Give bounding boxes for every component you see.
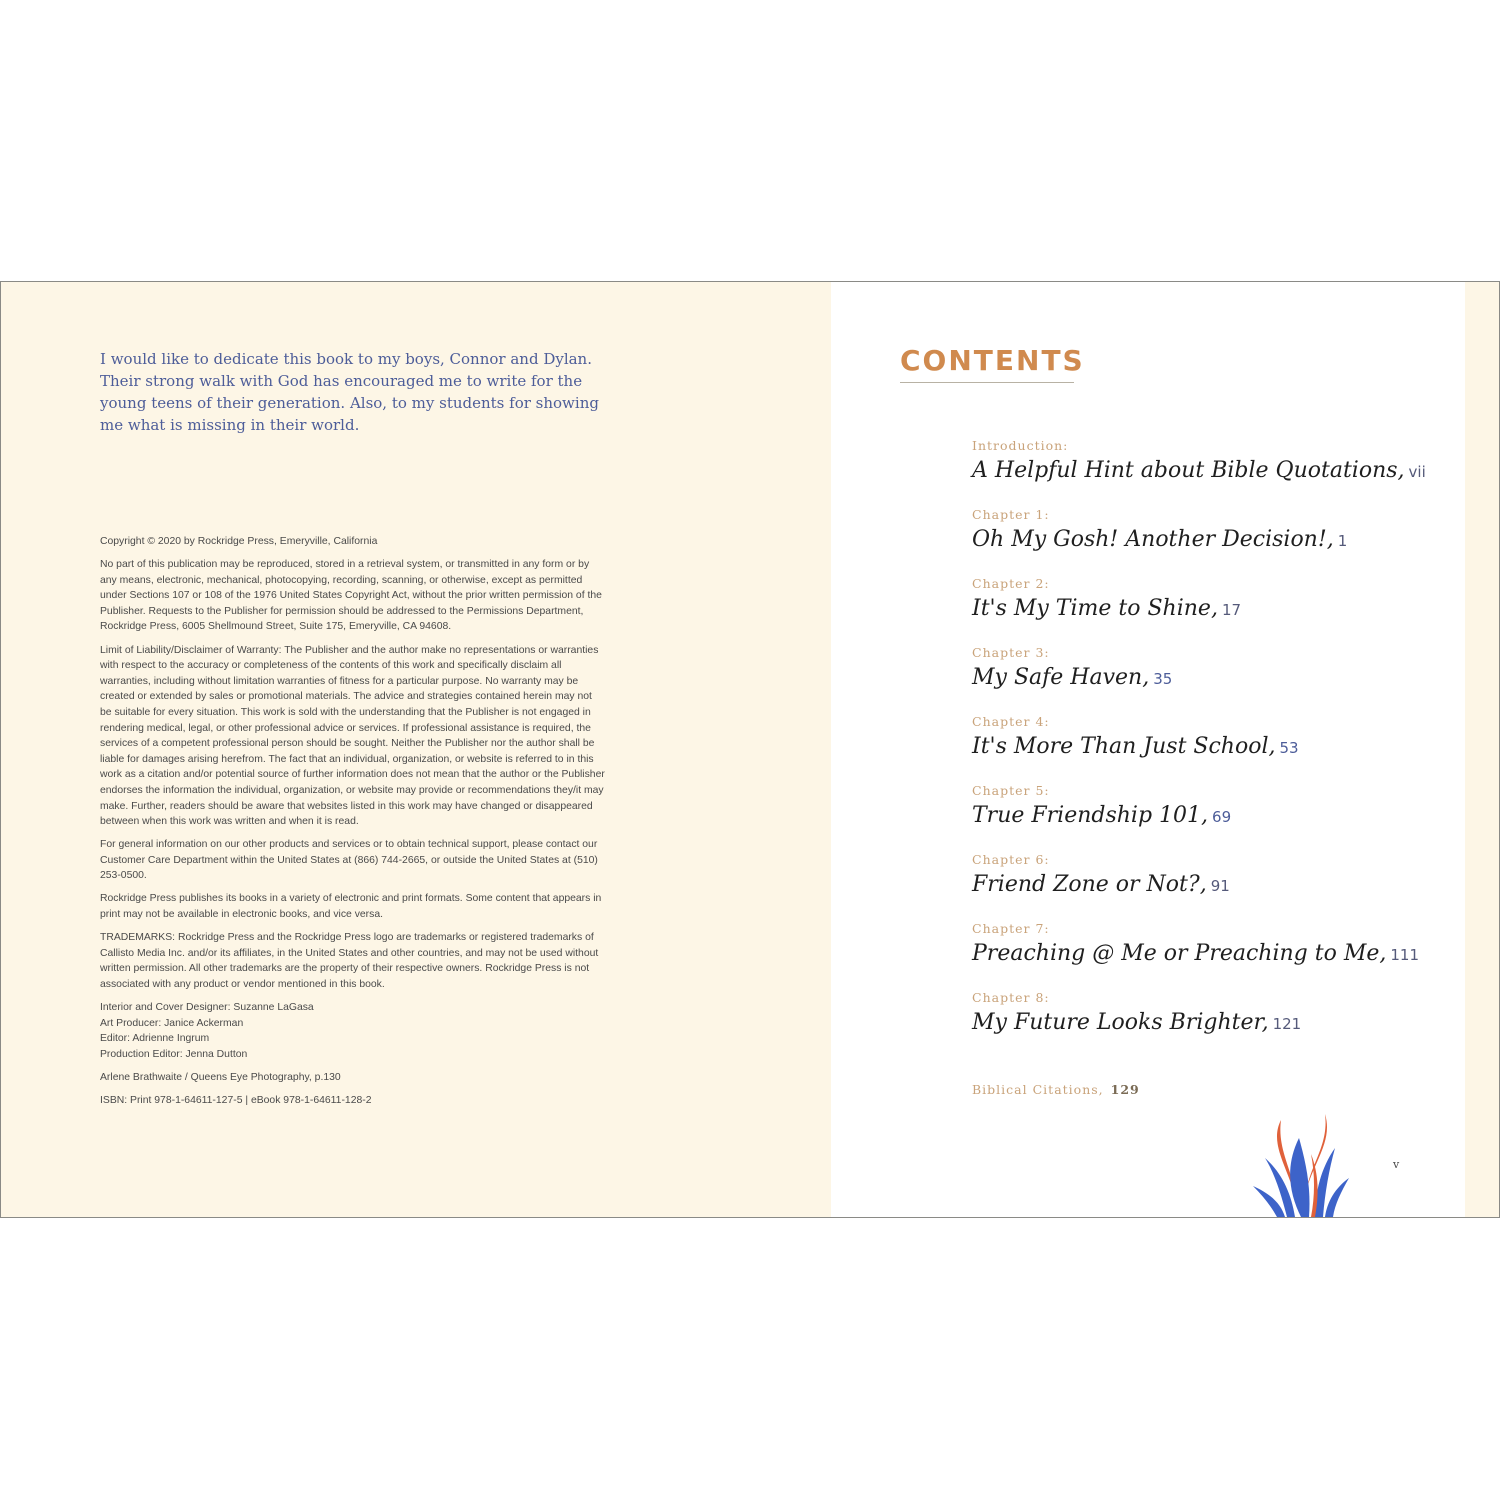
toc-entry-biblical-citations[interactable]: [972, 1082, 1140, 1097]
dedication-text: I would like to dedicate this book to my boys, Connor and Dylan. Their strong walk with God has encouraged me to write for the young teens of their generation. Also, to my students for showing me what is missing in their world.: [100, 350, 599, 434]
toc-title: Oh My Gosh! Another Decision!: [972, 527, 1327, 552]
book-spread: [0, 281, 1500, 1218]
credit-editor: Editor: Adrienne Ingrum: [100, 1033, 210, 1045]
legal-block: [100, 534, 605, 1116]
toc-comma: ,: [1379, 941, 1387, 966]
toc-title: It's My Time to Shine: [972, 596, 1211, 621]
credits-block: [100, 1000, 605, 1062]
toc-entry-chapter-8[interactable]: [972, 989, 1452, 1058]
toc-label: Introduction:: [972, 438, 1069, 453]
toc-title: True Friendship 101: [972, 803, 1202, 828]
plant-illustration-icon: [1251, 1108, 1351, 1218]
toc-entry-chapter-1[interactable]: [972, 506, 1452, 575]
toc-label: Chapter 6:: [972, 852, 1050, 867]
credit-designer: Interior and Cover Designer: Suzanne LaGasa: [100, 1002, 314, 1014]
toc-title: Friend Zone or Not?: [972, 872, 1200, 897]
toc-entry-chapter-5[interactable]: [972, 782, 1452, 851]
biblical-citations-page: 129: [1110, 1082, 1140, 1097]
toc-label: Chapter 5:: [972, 783, 1050, 798]
toc-comma: ,: [1201, 803, 1209, 828]
toc-page-number: vii: [1408, 463, 1426, 481]
credit-art-producer: Art Producer: Janice Ackerman: [100, 1017, 244, 1029]
rights-paragraph: No part of this publication may be reproduced, stored in a retrieval system, or transmitted in any form or by any means, electronic, mechanical, photocopying, recording, scanning, or otherwise, except as permitted under Sections 107 or 108 of the 1976 United States Copyright Act, without the prior written permission of the Publisher. Requests to the Publisher for permission should be addressed to the Permissions Department, Rockridge Press, 6005 Shellmound Street, Suite 175, Emeryville, CA 94608.: [100, 559, 602, 633]
copyright-page: [1, 282, 831, 1217]
toc-page-number: 69: [1212, 808, 1232, 826]
toc-label: Chapter 8:: [972, 990, 1050, 1005]
toc-comma: ,: [1397, 458, 1405, 483]
general-info-paragraph: For general information on our other products and services or to obtain technical support, please contact our Customer Care Department within the United States at (866) 744-2665, or outside the United States at (510) 253-0500.: [100, 839, 598, 882]
toc-comma: ,: [1199, 872, 1207, 897]
toc-page-number: 53: [1279, 739, 1299, 757]
photo-credit: Arlene Brathwaite / Queens Eye Photography, p.130: [100, 1071, 341, 1083]
toc-comma: ,: [1210, 596, 1218, 621]
toc-page-number: 91: [1210, 877, 1230, 895]
toc-comma: ,: [1261, 1010, 1269, 1035]
credit-production-editor: Production Editor: Jenna Dutton: [100, 1048, 248, 1060]
biblical-citations-label: Biblical Citations,: [972, 1082, 1104, 1097]
isbn-line: ISBN: Print 978-1-64611-127-5 | eBook 978-1-64611-128-2: [100, 1095, 372, 1106]
toc-page-number: 17: [1221, 601, 1242, 619]
table-of-contents: [972, 437, 1452, 1058]
toc-label: Chapter 4:: [972, 714, 1050, 729]
trademarks-paragraph: TRADEMARKS: Rockridge Press and the Rockridge Press logo are trademarks or registered trademarks of Callisto Media Inc. and/or its affiliates, in the United States and other countries, and may not be used without written permission. All other trademarks are the property of their respective owners. Rockridge Press is not associated with any product or vendor mentioned in this book.: [100, 932, 599, 990]
heading-underline: [900, 382, 1074, 383]
toc-label: Chapter 2:: [972, 576, 1050, 591]
toc-label: Chapter 1:: [972, 507, 1050, 522]
toc-title: My Future Looks Brighter: [972, 1010, 1262, 1035]
page-number: v: [1393, 1158, 1400, 1171]
toc-label: Chapter 7:: [972, 921, 1050, 936]
toc-label: Chapter 3:: [972, 645, 1050, 660]
formats-paragraph: Rockridge Press publishes its books in a variety of electronic and print formats. Some content that appears in print may not be available in electronic books, and vice versa.: [100, 893, 602, 921]
toc-entry-introduction[interactable]: [972, 437, 1452, 506]
toc-entry-chapter-7[interactable]: [972, 920, 1452, 989]
toc-comma: ,: [1142, 665, 1150, 690]
toc-page-number: 35: [1153, 670, 1173, 688]
toc-title: It's More Than Just School: [972, 734, 1269, 759]
toc-entry-chapter-3[interactable]: [972, 644, 1452, 713]
toc-entry-chapter-2[interactable]: [972, 575, 1452, 644]
toc-entry-chapter-6[interactable]: [972, 851, 1452, 920]
toc-title: My Safe Haven: [972, 665, 1143, 690]
toc-title: Preaching @ Me or Preaching to Me: [972, 941, 1380, 966]
page-edge: [1465, 282, 1499, 1217]
contents-page: [831, 282, 1465, 1217]
toc-page-number: 121: [1272, 1015, 1302, 1033]
liability-paragraph: Limit of Liability/Disclaimer of Warranty: The Publisher and the author make no representations or warranties with respect to the accuracy or completeness of the contents of this work and specifically disclaim all warranties, including without limitation warranties of fitness for a particular purpose. No warranty may be created or extended by sales or promotional materials. The advice and strategies contained herein may not be suitable for every situation. This work is sold with the understanding that the Publisher is not engaged in rendering medical, legal, or other professional advice or services. If professional assistance is required, the services of a competent professional person should be sought. Neither the Publisher nor the author shall be liable for damages arising herefrom. The fact that an individual, organization, or website is referred to in this work as a citation and/or potential source of further information does not mean that the author or the Publisher endorses the information the individual, organization, or website may provide or recommendations they/it may make. Further, readers should be aware that websites listed in this work may have changed or disappeared between when this work was written and when it is read.: [100, 644, 605, 828]
contents-heading: CONTENTS: [900, 344, 1085, 377]
copyright-line: Copyright © 2020 by Rockridge Press, Emeryville, California: [100, 536, 378, 547]
toc-page-number: 1: [1337, 532, 1348, 550]
toc-entry-chapter-4[interactable]: [972, 713, 1452, 782]
toc-page-number: 111: [1390, 946, 1420, 964]
toc-title: A Helpful Hint about Bible Quotations: [972, 458, 1398, 483]
toc-comma: ,: [1268, 734, 1276, 759]
toc-comma: ,: [1326, 527, 1334, 552]
